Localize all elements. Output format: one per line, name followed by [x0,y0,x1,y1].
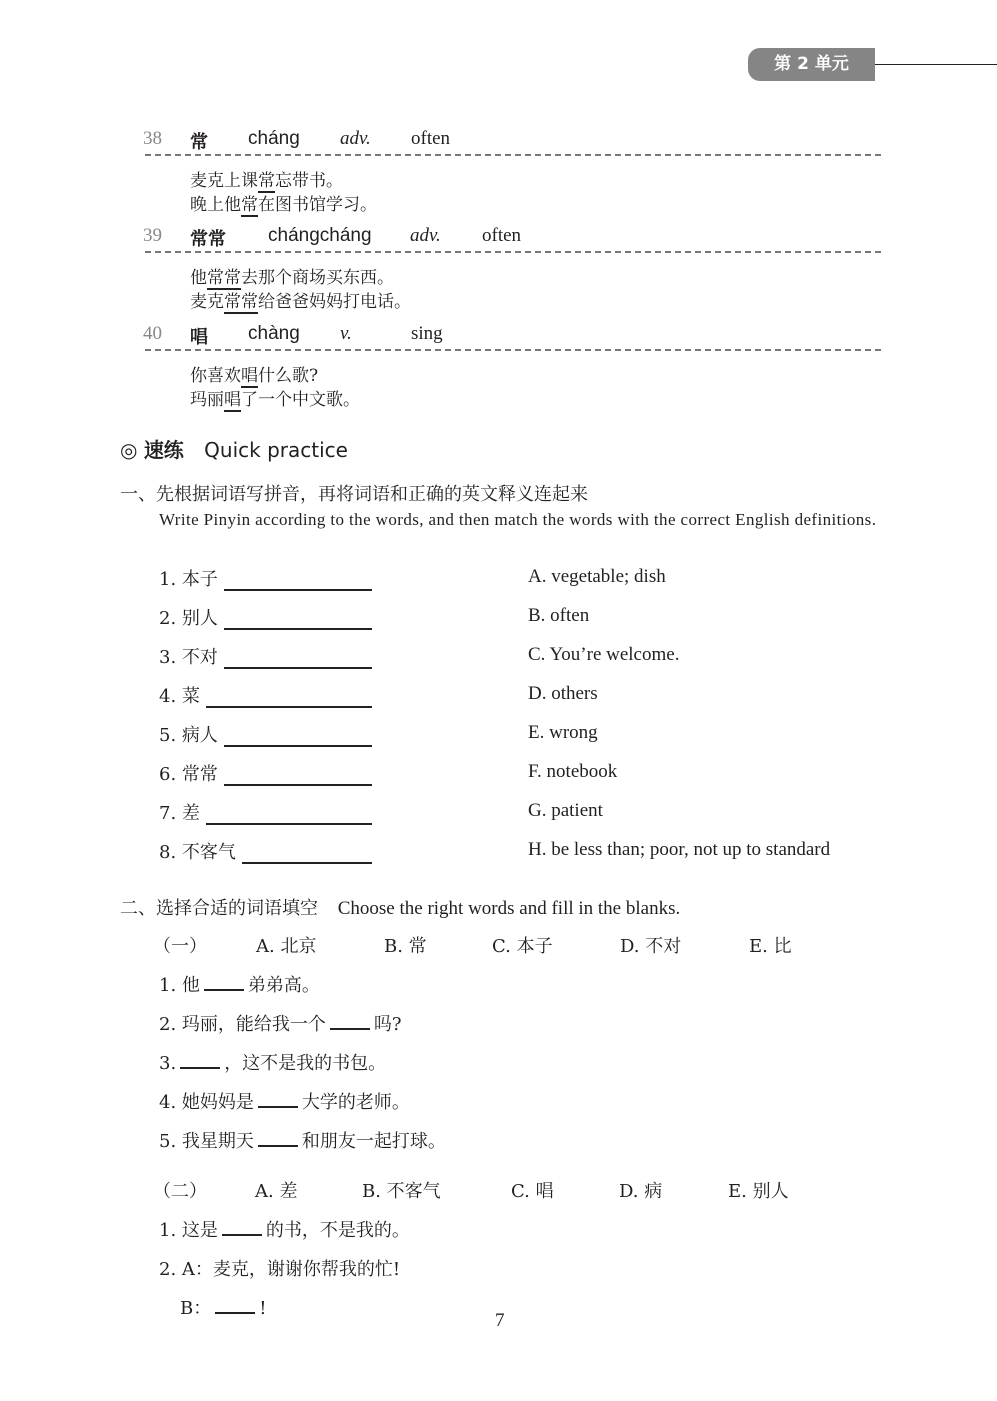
quick-practice-cn: 速练 [143,438,184,462]
sentence-part: 忘带书。 [275,171,343,191]
option: E. 比 [749,936,792,957]
entry-pinyin: chàng [248,323,300,344]
match-word-item [159,682,372,708]
entry-number: 38 [143,128,162,149]
circle-icon: ◎ [120,438,138,462]
item-text: ! [259,1298,267,1319]
answer-blank[interactable] [204,975,244,991]
unit-tab: 第 2 单元 [748,48,875,81]
fill-blank-item [159,1088,410,1114]
answer-blank[interactable] [258,1131,298,1147]
match-definition: C. You’re welcome. [528,644,680,665]
highlighted-word: 唱 [224,390,241,410]
sentence-part: 去那个商场买东西。 [241,268,394,288]
example-sentence [190,287,411,312]
quick-practice-heading [120,434,348,463]
item-text: 5. 我星期天 [159,1131,254,1152]
group-label: （一） [153,936,207,957]
entry-pos: adv. [410,225,441,246]
item-text: 大学的老师。 [301,1092,410,1113]
item-text: 的书，不是我的。 [265,1220,410,1241]
match-word-item [159,721,372,747]
section1-instruction: Write Pinyin according to the words, and then match the words with the correct English definitions. [159,510,877,529]
sentence-part: 给爸爸妈妈打电话。 [258,292,411,312]
dashed-divider [145,251,881,253]
options-row [153,932,859,957]
entry-english: sing [411,323,443,344]
entry-number: 39 [143,225,162,246]
item-text: 吗? [373,1014,402,1035]
match-word-item [159,604,372,630]
section2-title-cn: 二、选择合适的词语填空 [120,898,318,919]
sentence-part: 他 [190,268,207,288]
answer-blank[interactable] [180,1053,220,1069]
section2-title-en: Choose the right words and fill in the blanks. [337,898,681,919]
item-text: 弟弟高。 [247,975,320,996]
pinyin-blank[interactable] [224,649,372,669]
sentence-part: 了一个中文歌。 [241,390,360,410]
entry-pinyin: chángcháng [268,225,372,246]
highlighted-word: 常 [241,195,258,215]
option: C. 本子 [492,936,553,957]
options-row [153,1177,859,1202]
entry-hanzi: 常常 [190,229,226,250]
option: D. 不对 [620,936,682,957]
example-sentence [190,166,343,191]
match-word: 1. 本子 [159,569,218,590]
entry-pinyin: cháng [248,128,300,149]
item-text: 1. 这是 [159,1220,218,1241]
dashed-divider [145,154,881,156]
entry-pos: adv. [340,128,371,149]
match-word: 2. 别人 [159,608,218,629]
entry-english: often [482,225,522,246]
fill-blank-item [159,1049,386,1075]
match-word: 8. 不客气 [159,842,236,863]
match-word: 5. 病人 [159,725,218,746]
match-word-item [159,643,372,669]
sentence-part: 什么歌? [258,366,319,386]
sentence-part: 麦克 [190,292,224,312]
item-text: 2. 玛丽，能给我一个 [159,1014,326,1035]
section1-title: 一、先根据词语写拼音，再将词语和正确的英文释义连起来 [120,484,588,505]
match-word: 7. 差 [159,803,200,824]
match-definition: F. notebook [528,761,618,782]
dashed-divider [145,349,881,351]
item-text: 3. [159,1053,177,1074]
match-word-item [159,760,372,786]
vocab-entry [143,128,883,152]
vocab-entry [143,225,883,249]
item-text: 和朋友一起打球。 [301,1131,446,1152]
fill-blank-item [159,1010,402,1036]
highlighted-word: 常常 [207,268,241,288]
sentence-part: 在图书馆学习。 [258,195,377,215]
sentence-part: 玛丽 [190,390,224,410]
match-word-item [159,565,372,591]
pinyin-blank[interactable] [206,688,372,708]
example-sentence [190,361,318,386]
item-text: B： [180,1298,212,1319]
match-definition: H. be less than; poor, not up to standard [528,839,831,860]
answer-blank[interactable] [222,1220,262,1236]
section2-title [120,894,680,920]
match-definition: D. others [528,683,598,704]
pinyin-blank[interactable] [242,844,372,864]
match-definition: B. often [528,605,590,626]
option: B. 不客气 [362,1181,441,1202]
option: A. 差 [255,1181,298,1202]
answer-blank[interactable] [215,1298,255,1314]
sentence-part: 麦克上课 [190,171,258,191]
fill-blank-item [159,1127,446,1153]
pinyin-blank[interactable] [224,727,372,747]
example-sentence [190,385,360,410]
pinyin-blank[interactable] [224,610,372,630]
page-number: 7 [495,1310,505,1331]
option: D. 病 [619,1181,663,1202]
item-text: 2. A：麦克，谢谢你帮我的忙! [159,1259,401,1280]
highlighted-word: 常 [258,171,275,191]
fill-blank-item [159,1216,410,1242]
sentence-part: 你喜欢 [190,366,241,386]
example-sentence [190,190,377,215]
vocab-entry [143,323,883,347]
item-text: ，这不是我的书包。 [224,1053,387,1074]
option: C. 唱 [511,1181,554,1202]
option: B. 常 [384,936,427,957]
header-rule [875,64,997,65]
pinyin-blank[interactable] [224,766,372,786]
match-word: 3. 不对 [159,647,218,668]
entry-pos: v. [340,323,352,344]
fill-blank-item [159,971,320,997]
item-text: 1. 他 [159,975,200,996]
match-word-item [159,799,372,825]
item-text: 4. 她妈妈是 [159,1092,254,1113]
match-word: 6. 常常 [159,764,218,785]
option: A. 北京 [256,936,317,957]
option: E. 别人 [728,1181,789,1202]
answer-blank[interactable] [330,1014,370,1030]
entry-hanzi: 唱 [190,327,208,348]
sentence-part: 晚上他 [190,195,241,215]
answer-blank[interactable] [258,1092,298,1108]
match-word: 4. 菜 [159,686,200,707]
group-label: （二） [153,1181,207,1202]
pinyin-blank[interactable] [224,571,372,591]
example-sentence [190,263,394,288]
pinyin-blank[interactable] [206,805,372,825]
fill-blank-item [180,1294,266,1320]
quick-practice-en: Quick practice [204,438,348,462]
entry-hanzi: 常 [190,132,208,153]
match-word-item [159,838,372,864]
match-definition: E. wrong [528,722,598,743]
entry-english: often [411,128,451,149]
highlighted-word: 唱 [241,366,258,386]
match-definition: G. patient [528,800,603,821]
fill-blank-item [159,1255,400,1281]
entry-number: 40 [143,323,162,344]
match-definition: A. vegetable; dish [528,566,666,587]
highlighted-word: 常常 [224,292,258,312]
